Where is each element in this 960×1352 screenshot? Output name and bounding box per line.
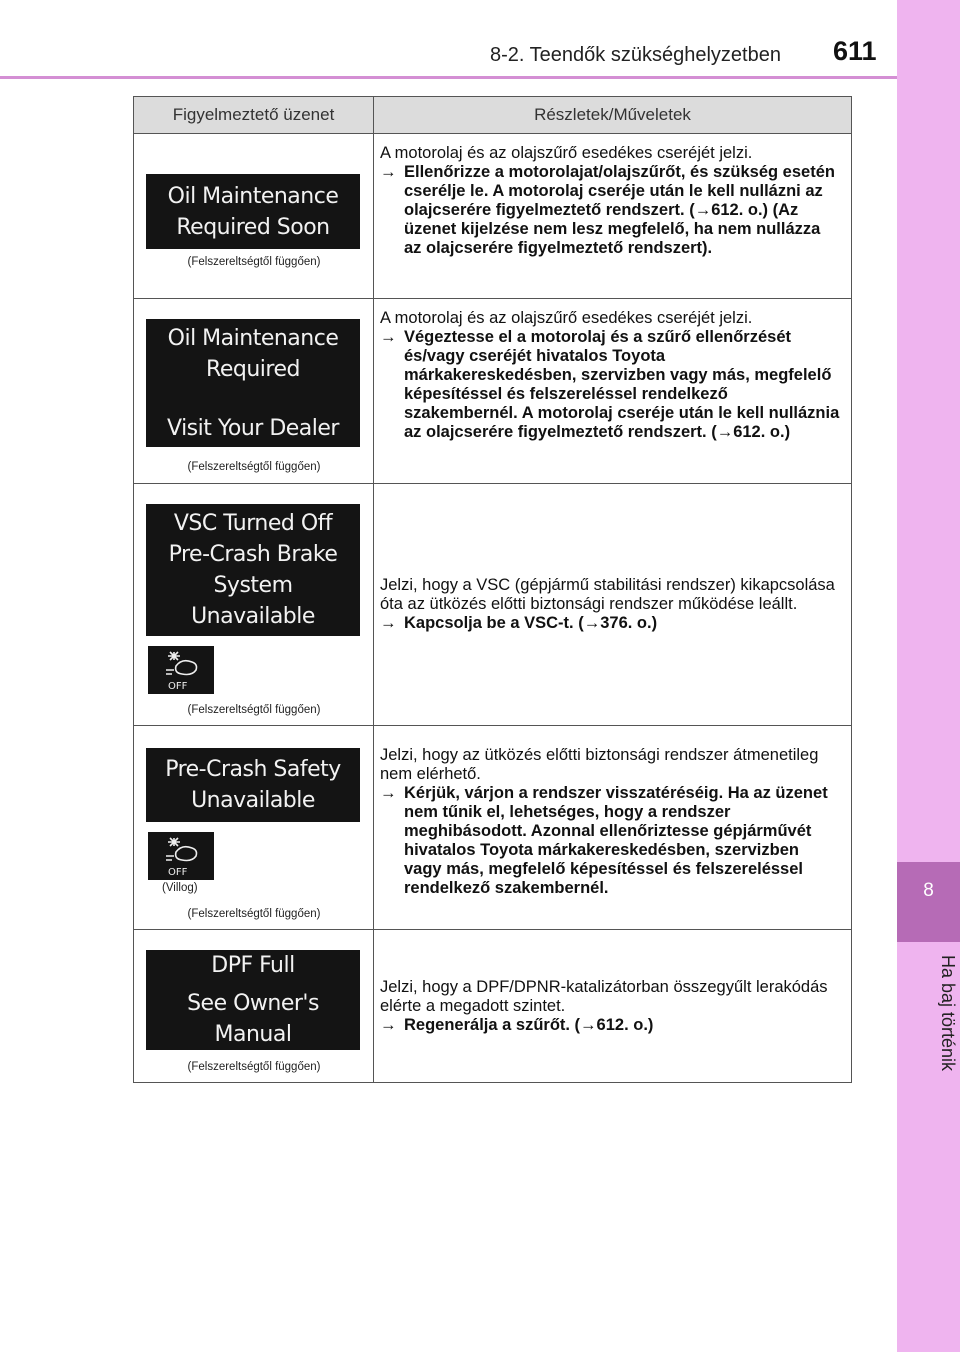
equipment-note: (Felszereltségtől függően) <box>187 908 321 920</box>
arrow-icon: → <box>380 1015 397 1034</box>
chapter-number-box <box>897 862 960 942</box>
screen-gap <box>146 385 360 413</box>
action-item <box>380 163 841 258</box>
action-item <box>380 784 841 898</box>
warning-message-table <box>133 96 852 1083</box>
display-screen <box>146 748 360 822</box>
column-header-message: Figyelmeztető üzenet <box>134 97 374 133</box>
screen-line: VSC Turned Off <box>173 511 333 536</box>
details-cell <box>374 484 851 725</box>
pre-crash-off-indicator <box>148 646 214 694</box>
action-item <box>380 1016 841 1035</box>
action-text: Regenerálja a szűrőt. (→612. o.) <box>404 1015 654 1034</box>
equipment-note: (Felszereltségtől függően) <box>187 256 321 268</box>
screen-line: Pre-Crash Safety <box>165 757 341 782</box>
message-cell <box>134 726 374 929</box>
action-item <box>380 614 841 633</box>
chapter-number: 8 <box>923 880 934 901</box>
pre-crash-off-icon <box>148 646 214 694</box>
header-divider <box>0 76 897 79</box>
display-screen <box>146 174 360 249</box>
screen-line: Unavailable <box>191 604 315 629</box>
action-text: Kapcsolja be a VSC-t. (→376. o.) <box>404 614 658 632</box>
table-row <box>134 134 851 299</box>
action-text: Ellenőrizze a motorolajat/olajszűrőt, és szükség esetén cserélje le. A motorolaj cseréje után le kell nullázni az olajcserére figyelmeztető rendszert. (→612. o.) (Az üzenet kijelzése nem lesz megfelelő, ha nem nullázza az olajcserére figyelmeztető rendszert). <box>404 163 835 257</box>
table-row <box>134 726 851 930</box>
table-row <box>134 484 851 726</box>
message-cell <box>134 484 374 725</box>
description: Jelzi, hogy a DPF/DPNR-katalizátorban összegyűlt lerakódás elérte a megadott szintet. <box>380 977 828 1015</box>
equipment-note: (Felszereltségtől függően) <box>187 704 321 716</box>
screen-line: Required <box>206 356 300 382</box>
screen-line: System <box>213 573 293 598</box>
chapter-label: Ha baj történik <box>938 955 958 1072</box>
icon-off-label: OFF <box>168 867 188 878</box>
equipment-note: (Felszereltségtől függően) <box>187 461 321 473</box>
details-cell <box>374 930 851 1082</box>
pre-crash-off-indicator <box>148 832 214 880</box>
arrow-icon: → <box>380 784 397 802</box>
screen-gap <box>146 981 360 988</box>
details-cell <box>374 726 851 929</box>
blink-note: (Villog) <box>162 882 198 894</box>
screen-line: DPF Full <box>211 953 295 978</box>
icon-off-label: OFF <box>168 681 188 692</box>
chapter-side-tab <box>897 0 960 1352</box>
column-header-details: Részletek/Műveletek <box>534 105 691 124</box>
message-cell <box>134 930 374 1082</box>
display-screen <box>146 950 360 1050</box>
action-text: Végeztesse el a motorolaj és a szűrő ellenőrzését és/vagy cseréjét hivatalos Toyota márkakereskedésben, szervizben vagy más, megfelelő képesítéssel és felszereléssel rendelkező szakembernél. A motorolaj cseréje után le kell nulláznia az olajcserére figyelmeztető rendszert. (→612. o.) <box>404 328 840 441</box>
message-cell <box>134 134 374 298</box>
screen-line: Oil Maintenance <box>167 325 339 351</box>
description: Jelzi, hogy a VSC (gépjármű stabilitási rendszer) kikapcsolása óta az ütközés előtti biztonsági rendszer működése leállt. <box>380 576 835 613</box>
screen-line: Visit Your Dealer <box>167 415 339 441</box>
arrow-icon: → <box>380 614 397 632</box>
arrow-icon: → <box>380 163 397 181</box>
message-cell <box>134 299 374 483</box>
screen-line: See Owner's Manual <box>187 991 319 1047</box>
screen-line: Unavailable <box>191 788 315 813</box>
screen-line: Pre-Crash Brake <box>168 542 338 567</box>
screen-line: Required Soon <box>176 214 330 240</box>
action-item <box>380 328 841 442</box>
details-cell <box>374 299 851 483</box>
description: A motorolaj és az olajszűrő esedékes cseréjét jelzi. <box>380 309 753 327</box>
screen-line: Oil Maintenance <box>167 183 339 209</box>
table-row <box>134 299 851 484</box>
description: Jelzi, hogy az ütközés előtti biztonsági rendszer átmenetileg nem elérhető. <box>380 746 819 783</box>
action-text: Kérjük, várjon a rendszer visszatéréséig. Ha az üzenet nem tűnik el, lehetséges, hogy a rendszer meghibásodott. Azonnal ellenőriztesse gépjárművét hivatalos Toyota márkakereskedésben, szervizben vagy más, megfelelő képesítéssel és felszereléssel rendelkező szakembernél. <box>404 784 828 897</box>
table-header <box>134 97 851 134</box>
section-title: 8-2. Teendők szükséghelyzetben <box>490 44 781 66</box>
page-number: 611 <box>833 36 877 66</box>
arrow-icon: → <box>380 328 397 346</box>
equipment-note: (Felszereltségtől függően) <box>187 1061 321 1073</box>
details-cell <box>374 134 851 298</box>
description: A motorolaj és az olajszűrő esedékes cseréjét jelzi. <box>380 144 753 162</box>
pre-crash-off-icon <box>148 832 214 880</box>
display-screen <box>146 319 360 447</box>
table-row <box>134 930 851 1082</box>
display-screen <box>146 504 360 636</box>
